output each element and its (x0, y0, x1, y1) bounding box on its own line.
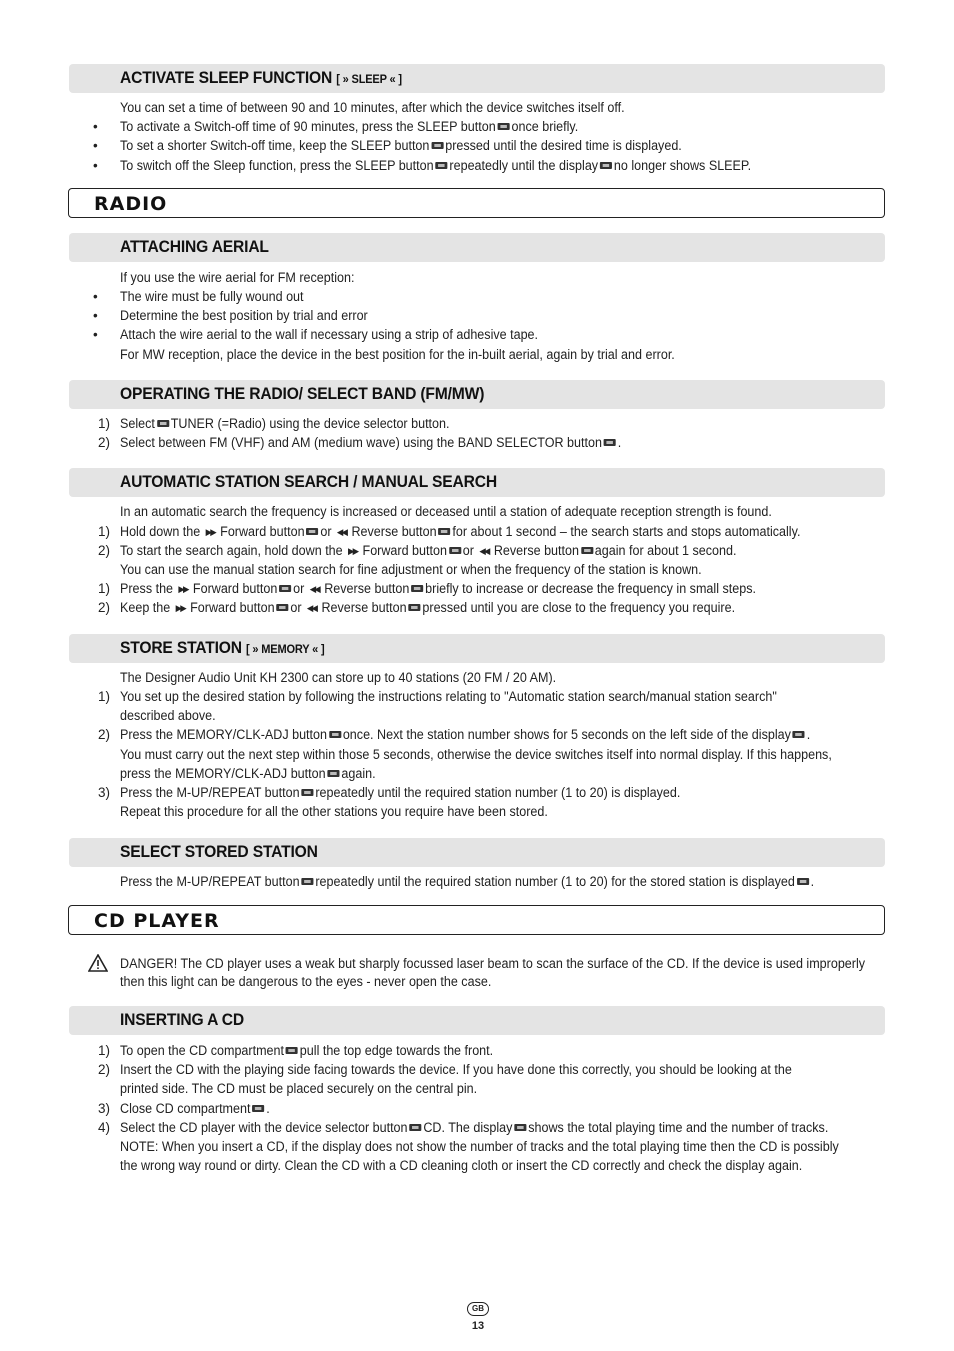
band-key-icon (604, 439, 616, 446)
section-title: AUTOMATIC STATION SEARCH / MANUAL SEARCH (120, 472, 497, 491)
display-key-icon (600, 162, 612, 169)
store-step-3: Press the M-UP/REPEAT button repeatedly until the required station number (1 to 20) is displayed. (120, 785, 681, 800)
section-header-sleep (69, 64, 885, 93)
search-intro: In an automatic search the frequency is increased or deceased until a station of adequate reception strength is found. (120, 504, 772, 519)
bullet: • (93, 308, 98, 323)
bullet: • (93, 327, 98, 342)
section-subtitle: [ » SLEEP « ] (336, 72, 402, 86)
selector-key-icon (409, 1124, 421, 1131)
reverse-icon: ◀◀ (309, 584, 319, 594)
forward-icon: ▶▶ (175, 603, 185, 613)
store-step-1-cont: described above. (120, 708, 216, 723)
operating-step-2: Select between FM (VHF) and AM (medium wave) using the BAND SELECTOR button . (120, 435, 622, 450)
aerial-bullet-2: Determine the best position by trial and error (120, 308, 368, 323)
manual-step-2: Keep the ▶▶ Forward button or ◀◀ Reverse button pressed until you are close to the frequency you require. (120, 598, 735, 618)
button-key-icon (329, 731, 341, 738)
section-title: INSERTING A CD (120, 1010, 244, 1029)
button-key-icon (306, 528, 318, 535)
step-number: 4) (97, 1120, 110, 1135)
selector-key-icon (157, 420, 169, 427)
open-key-icon (286, 1047, 298, 1054)
danger-text-1: DANGER! The CD player uses a weak but sharply focussed laser beam to scan the surface of the CD. If the device is used improperly (120, 956, 866, 971)
chapter-title: CD PLAYER (94, 910, 220, 932)
operating-step-1: Select TUNER (=Radio) using the device selector button. (120, 416, 450, 431)
button-key-icon (276, 604, 288, 611)
step-number: 1) (97, 416, 110, 431)
step-number: 1) (97, 581, 110, 596)
store-intro: The Designer Audio Unit KH 2300 can store up to 40 stations (20 FM / 20 AM). (120, 670, 557, 685)
reverse-icon: ◀◀ (336, 527, 347, 537)
store-step-1: You set up the desired station by following the instructions relating to "Automatic station search/manual station search" (120, 689, 777, 704)
step-number: 1) (97, 1043, 110, 1058)
step-number: 3) (97, 1101, 110, 1116)
step-number: 2) (97, 1062, 110, 1077)
button-key-icon (327, 770, 339, 777)
step-number: 2) (97, 543, 110, 558)
bullet: • (93, 158, 98, 173)
section-header-store (69, 634, 885, 663)
button-key-icon (411, 585, 423, 592)
button-key-icon (581, 547, 593, 554)
aerial-bullet-1: The wire must be fully wound out (120, 289, 304, 304)
chapter-title: RADIO (94, 193, 168, 215)
insert-step-4: Select the CD player with the device selector button CD. The display shows the total playing time and the number of tracks. (120, 1120, 829, 1135)
reverse-icon: ◀◀ (306, 603, 317, 613)
section-header-search (69, 468, 885, 497)
button-key-icon (301, 789, 313, 796)
forward-icon: ▶▶ (348, 546, 358, 556)
bullet: • (93, 138, 98, 153)
section-subtitle: [ » MEMORY « ] (246, 642, 325, 656)
insert-step-2: Insert the CD with the playing side facing towards the device. If you have done this correctly, you should be looking at the (120, 1062, 792, 1077)
aerial-bullet-3: Attach the wire aerial to the wall if necessary using a strip of adhesive tape. (120, 327, 539, 342)
store-step-2: Press the MEMORY/CLK-ADJ button once. Next the station number shows for 5 seconds on the left side of the display . (120, 727, 811, 742)
search-step-2: To start the search again, hold down the ▶▶ Forward button or ◀◀ Reverse button again for about 1 second. (120, 541, 737, 561)
button-key-icon (435, 162, 447, 169)
bullet: • (93, 119, 98, 134)
button-key-icon (431, 142, 443, 149)
insert-step-2-cont: printed side. The CD must be placed securely on the central pin. (120, 1081, 478, 1096)
display-key-icon (797, 878, 809, 885)
section-title: SELECT STORED STATION (120, 842, 318, 861)
section-title: OPERATING THE RADIO/ SELECT BAND (FM/MW) (120, 384, 485, 403)
page-number: 13 (471, 1320, 485, 1332)
button-key-icon (301, 878, 313, 885)
display-key-icon (793, 731, 805, 738)
section-header-aerial (69, 233, 885, 262)
open-key-icon (252, 1105, 264, 1112)
step-number: 3) (97, 785, 110, 800)
section-header-select (69, 838, 885, 867)
insert-note-1: NOTE: When you insert a CD, if the display does not show the number of tracks and the total playing time then the CD is possibly (120, 1139, 839, 1154)
section-title: ATTACHING AERIAL (120, 237, 269, 256)
forward-icon: ▶▶ (178, 584, 188, 594)
select-text: Press the M-UP/REPEAT button repeatedly until the required station number (1 to 20) for the stored station is displayed . (120, 874, 815, 889)
aerial-mw-note: For MW reception, place the device in the best position for the in-built aerial, again by trial and error. (120, 347, 675, 362)
sleep-bullet-3: To switch off the Sleep function, press the SLEEP button repeatedly until the display no longer shows SLEEP. (120, 158, 752, 173)
insert-note-2: the wrong way round or dirty. Clean the CD with a CD cleaning cloth or insert the CD correctly and check the display again. (120, 1158, 803, 1173)
bullet: • (93, 289, 98, 304)
insert-step-3: Close CD compartment . (120, 1101, 270, 1116)
insert-step-1: To open the CD compartment pull the top edge towards the front. (120, 1043, 494, 1058)
button-key-icon (279, 585, 291, 592)
step-number: 2) (97, 727, 110, 742)
manual-step-1: Press the ▶▶ Forward button or ◀◀ Reverse button briefly to increase or decrease the frequency in small steps. (120, 579, 756, 599)
store-step-2-cont2: press the MEMORY/CLK-ADJ button again. (120, 766, 376, 781)
button-key-icon (408, 604, 420, 611)
section-title: STORE STATION (120, 638, 242, 657)
step-number: 1) (97, 524, 110, 539)
step-number: 2) (97, 435, 110, 450)
section-title: ACTIVATE SLEEP FUNCTION (120, 68, 333, 87)
aerial-intro: If you use the wire aerial for FM reception: (120, 270, 355, 285)
language-badge: GB (467, 1302, 489, 1316)
section-header-insert (69, 1006, 885, 1035)
button-key-icon (449, 547, 461, 554)
danger-text-2: then this light can be dangerous to the eyes - never open the case. (120, 974, 492, 989)
search-manual-intro: You can use the manual station search for fine adjustment or when the frequency of the station is known. (120, 562, 702, 577)
chapter-header-cd (68, 905, 885, 935)
button-key-icon (498, 123, 510, 130)
search-step-1: Hold down the ▶▶ Forward button or ◀◀ Reverse button for about 1 second – the search starts and stops automatically. (120, 522, 800, 542)
store-step-2-cont: You must carry out the next step within those 5 seconds, otherwise the device switches itself into normal display. If this happens, (120, 747, 832, 762)
sleep-intro: You can set a time of between 90 and 10 minutes, after which the device switches itself off. (120, 100, 625, 115)
chapter-header-radio (68, 188, 885, 218)
forward-icon: ▶▶ (205, 527, 215, 537)
warning-icon (88, 954, 108, 972)
sleep-bullet-2: To set a shorter Switch-off time, keep the SLEEP button pressed until the desired time is displayed. (120, 138, 682, 153)
section-header-operating (69, 380, 885, 409)
reverse-icon: ◀◀ (479, 546, 489, 556)
sleep-bullet-1: To activate a Switch-off time of 90 minutes, press the SLEEP button once briefly. (120, 119, 579, 134)
step-number: 1) (97, 689, 110, 704)
button-key-icon (438, 528, 450, 535)
step-number: 2) (97, 600, 110, 615)
display-key-icon (514, 1124, 526, 1131)
store-step-3-cont: Repeat this procedure for all the other stations you require have been stored. (120, 804, 548, 819)
